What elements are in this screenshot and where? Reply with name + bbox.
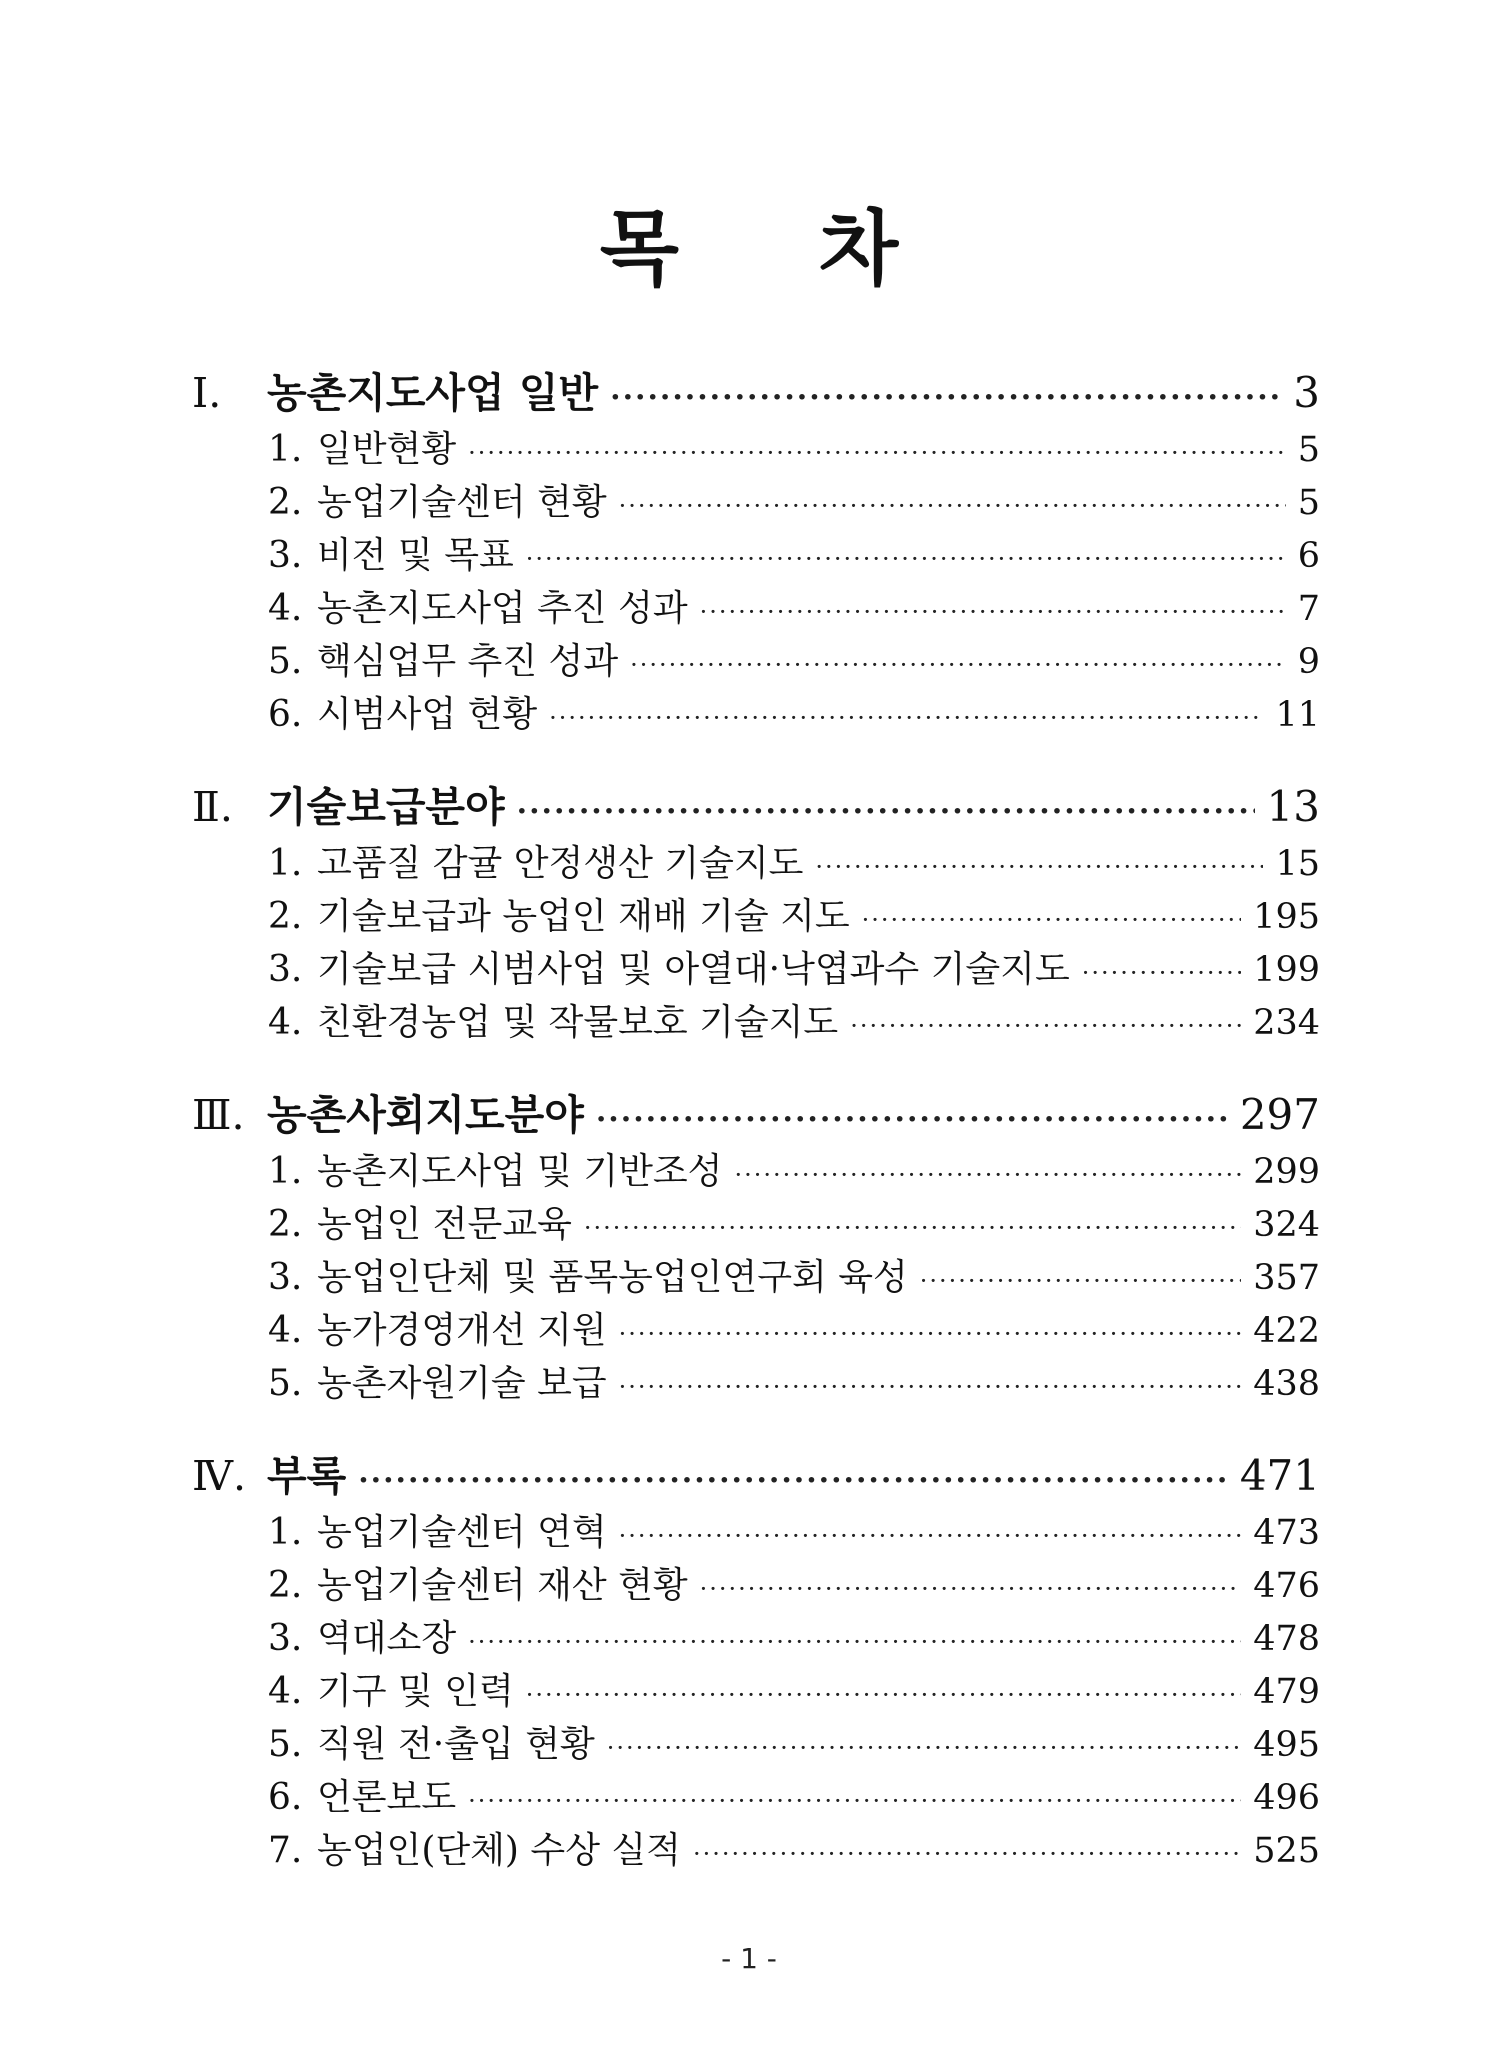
dot-leader	[734, 1149, 1241, 1202]
page-number-footer: - 1 -	[721, 1942, 777, 1975]
toc-section-numeral: Ⅳ.	[192, 1452, 246, 1500]
toc-section-title: 농촌지도사업 일반	[267, 369, 599, 417]
toc-entry-number: 5.	[268, 641, 303, 682]
toc-entry-title: 농가경영개선 지원	[317, 1310, 607, 1351]
toc-entry-label	[268, 1304, 607, 1357]
toc-entry-title: 농촌지도사업 추진 성과	[317, 588, 688, 629]
dot-leader	[596, 1090, 1228, 1150]
toc-entry-title: 비전 및 목표	[317, 535, 514, 576]
toc-section-label	[192, 1446, 346, 1506]
toc-entry-page-number: 478	[1253, 1619, 1320, 1659]
dot-leader	[526, 533, 1286, 586]
toc-entry[interactable]	[192, 1718, 1320, 1771]
toc-entry-label	[268, 1824, 681, 1877]
dot-leader	[517, 782, 1255, 842]
toc-entry-label	[268, 476, 607, 529]
toc-entry-page-number: 15	[1275, 844, 1320, 884]
toc-entry-title: 시범사업 현황	[317, 694, 538, 735]
toc-entry[interactable]	[192, 1824, 1320, 1877]
dot-leader	[358, 1451, 1228, 1511]
toc-entry[interactable]	[192, 1145, 1320, 1198]
toc-entry-title: 기구 및 인력	[317, 1671, 514, 1712]
toc-entry-label	[268, 1559, 688, 1612]
toc-entry-number: 1.	[268, 429, 303, 470]
dot-leader	[610, 368, 1281, 428]
toc-entry-label	[268, 943, 1070, 996]
toc-entry-page-number: 324	[1253, 1205, 1320, 1245]
toc-section-page-number: 3	[1293, 368, 1320, 417]
toc-section	[192, 1085, 1320, 1410]
toc-entry-page-number: 422	[1253, 1311, 1320, 1351]
toc-section	[192, 363, 1320, 741]
dot-leader	[619, 1510, 1242, 1563]
toc-section	[192, 1446, 1320, 1877]
toc-entry-number: 4.	[268, 1002, 303, 1043]
dot-leader	[607, 1722, 1241, 1775]
toc-section-title: 부록	[267, 1452, 347, 1500]
table-of-contents	[192, 363, 1320, 1913]
toc-entry-page-number: 438	[1253, 1364, 1320, 1404]
dot-leader	[549, 692, 1263, 745]
toc-entry-page-number: 234	[1253, 1003, 1320, 1043]
dot-leader	[920, 1255, 1241, 1308]
toc-section-heading[interactable]	[192, 777, 1320, 837]
toc-entry-title: 농업기술센터 현황	[317, 482, 607, 523]
toc-entry-title: 농촌지도사업 및 기반조성	[317, 1151, 723, 1192]
toc-entry-label	[268, 1612, 456, 1665]
toc-entry[interactable]	[192, 1506, 1320, 1559]
toc-entry-number: 6.	[268, 694, 303, 735]
toc-entry[interactable]	[192, 996, 1320, 1049]
toc-entry-title: 고품질 감귤 안정생산 기술지도	[317, 843, 804, 884]
toc-entry-page-number: 7	[1297, 589, 1320, 629]
toc-entry-page-number: 495	[1253, 1725, 1320, 1765]
toc-entry-label	[268, 423, 456, 476]
dot-leader	[619, 1361, 1242, 1414]
toc-entry-label	[268, 837, 803, 890]
toc-section-label	[192, 777, 505, 837]
toc-entry-label	[268, 1198, 572, 1251]
dot-leader	[619, 480, 1286, 533]
toc-section-heading[interactable]	[192, 363, 1320, 423]
toc-entry-page-number: 496	[1253, 1778, 1320, 1818]
dot-leader	[693, 1828, 1241, 1881]
dot-leader	[619, 1308, 1242, 1361]
toc-entry-page-number: 9	[1297, 642, 1320, 682]
toc-entry-number: 1.	[268, 843, 303, 884]
dot-leader	[700, 1563, 1242, 1616]
toc-section	[192, 777, 1320, 1049]
dot-leader	[850, 1000, 1241, 1053]
toc-entry-number: 6.	[268, 1777, 303, 1818]
toc-entry[interactable]	[192, 1665, 1320, 1718]
toc-entry-label	[268, 1718, 595, 1771]
toc-entry[interactable]	[192, 1771, 1320, 1824]
toc-section-label	[192, 363, 598, 423]
dot-leader	[526, 1669, 1241, 1722]
toc-entry-title: 농업인 전문교육	[317, 1204, 572, 1245]
toc-entry-page-number: 199	[1253, 950, 1320, 990]
toc-entry[interactable]	[192, 635, 1320, 688]
toc-entry-label	[268, 1145, 722, 1198]
toc-entry-title: 기술보급과 농업인 재배 기술 지도	[317, 896, 850, 937]
toc-entry[interactable]	[192, 529, 1320, 582]
dot-leader	[1082, 947, 1241, 1000]
page-title-char: 차	[819, 202, 899, 297]
toc-entry-title: 언론보도	[317, 1777, 457, 1818]
toc-entry-title: 농업기술센터 재산 현황	[317, 1565, 688, 1606]
toc-entry-page-number: 479	[1253, 1672, 1320, 1712]
dot-leader	[862, 894, 1242, 947]
toc-entry-label	[268, 1357, 607, 1410]
toc-entry-number: 3.	[268, 1257, 303, 1298]
toc-entry-number: 2.	[268, 1565, 303, 1606]
toc-entry-number: 2.	[268, 896, 303, 937]
toc-entry[interactable]	[192, 1612, 1320, 1665]
toc-entry-title: 기술보급 시범사업 및 아열대·낙엽과수 기술지도	[317, 949, 1070, 990]
toc-entry-number: 1.	[268, 1151, 303, 1192]
dot-leader	[815, 841, 1263, 894]
toc-entry-number: 7.	[268, 1830, 303, 1871]
toc-entry-label	[268, 1771, 456, 1824]
toc-entry[interactable]	[192, 423, 1320, 476]
toc-entry-label	[268, 1251, 908, 1304]
toc-entry-page-number: 299	[1253, 1152, 1320, 1192]
toc-entry-page-number: 525	[1253, 1831, 1320, 1871]
toc-entry-label	[268, 996, 838, 1049]
toc-entry[interactable]	[192, 476, 1320, 529]
toc-entry[interactable]	[192, 1559, 1320, 1612]
dot-leader	[630, 639, 1286, 692]
dot-leader	[468, 1616, 1241, 1669]
toc-entry-label	[268, 688, 537, 741]
toc-section-title: 기술보급분야	[267, 783, 505, 831]
toc-entry-page-number: 476	[1253, 1566, 1320, 1606]
toc-entry-title: 농업인(단체) 수상 실적	[317, 1830, 681, 1871]
toc-entry-page-number: 195	[1253, 897, 1320, 937]
toc-entry-number: 2.	[268, 482, 303, 523]
toc-entry[interactable]	[192, 890, 1320, 943]
toc-entry-label	[268, 582, 688, 635]
toc-entry[interactable]	[192, 688, 1320, 741]
toc-entry-label	[268, 529, 514, 582]
toc-entry-number: 2.	[268, 1204, 303, 1245]
toc-section-page-number: 13	[1266, 782, 1320, 831]
dot-leader	[700, 586, 1286, 639]
toc-section-page-number: 297	[1239, 1090, 1320, 1139]
toc-section-heading[interactable]	[192, 1446, 1320, 1506]
toc-entry-page-number: 357	[1253, 1258, 1320, 1298]
toc-entry[interactable]	[192, 1198, 1320, 1251]
toc-entry[interactable]	[192, 1304, 1320, 1357]
toc-entry-number: 3.	[268, 535, 303, 576]
toc-section-label	[192, 1085, 584, 1145]
page-title-char: 목	[599, 202, 679, 297]
toc-entry-title: 일반현황	[317, 429, 457, 470]
toc-entry-number: 3.	[268, 949, 303, 990]
toc-entry[interactable]	[192, 1251, 1320, 1304]
toc-entry-page-number: 6	[1297, 536, 1320, 576]
toc-entry-number: 3.	[268, 1618, 303, 1659]
toc-section-heading[interactable]	[192, 1085, 1320, 1145]
toc-section-numeral: Ⅱ.	[192, 783, 233, 831]
toc-section-numeral: Ⅲ.	[192, 1091, 245, 1139]
toc-entry-page-number: 11	[1275, 695, 1320, 735]
toc-entry[interactable]	[192, 1357, 1320, 1410]
dot-leader	[468, 427, 1286, 480]
toc-entry-title: 핵심업무 추진 성과	[317, 641, 619, 682]
toc-entry-label	[268, 890, 850, 943]
toc-entry-title: 친환경농업 및 작물보호 기술지도	[317, 1002, 839, 1043]
toc-entry[interactable]	[192, 582, 1320, 635]
toc-entry[interactable]	[192, 943, 1320, 996]
dot-leader	[584, 1202, 1241, 1255]
toc-entry-label	[268, 1665, 514, 1718]
toc-entry-number: 4.	[268, 588, 303, 629]
toc-entry-title: 직원 전·출입 현황	[317, 1724, 595, 1765]
toc-entry-title: 농촌자원기술 보급	[317, 1363, 607, 1404]
toc-entry-label	[268, 1506, 607, 1559]
toc-entry-title: 농업기술센터 연혁	[317, 1512, 607, 1553]
toc-entry[interactable]	[192, 837, 1320, 890]
toc-entry-page-number: 473	[1253, 1513, 1320, 1553]
toc-entry-title: 농업인단체 및 품목농업인연구회 육성	[317, 1257, 908, 1298]
toc-entry-page-number: 5	[1297, 430, 1320, 470]
toc-section-title: 농촌사회지도분야	[267, 1091, 584, 1139]
toc-section-page-number: 471	[1239, 1451, 1320, 1500]
toc-entry-page-number: 5	[1297, 483, 1320, 523]
toc-entry-number: 5.	[268, 1724, 303, 1765]
dot-leader	[468, 1775, 1241, 1828]
page-title	[0, 200, 1498, 300]
toc-entry-label	[268, 635, 618, 688]
toc-entry-number: 4.	[268, 1671, 303, 1712]
toc-entry-number: 4.	[268, 1310, 303, 1351]
toc-section-numeral: Ⅰ.	[192, 369, 222, 417]
toc-entry-title: 역대소장	[317, 1618, 457, 1659]
toc-entry-number: 5.	[268, 1363, 303, 1404]
toc-entry-number: 1.	[268, 1512, 303, 1553]
